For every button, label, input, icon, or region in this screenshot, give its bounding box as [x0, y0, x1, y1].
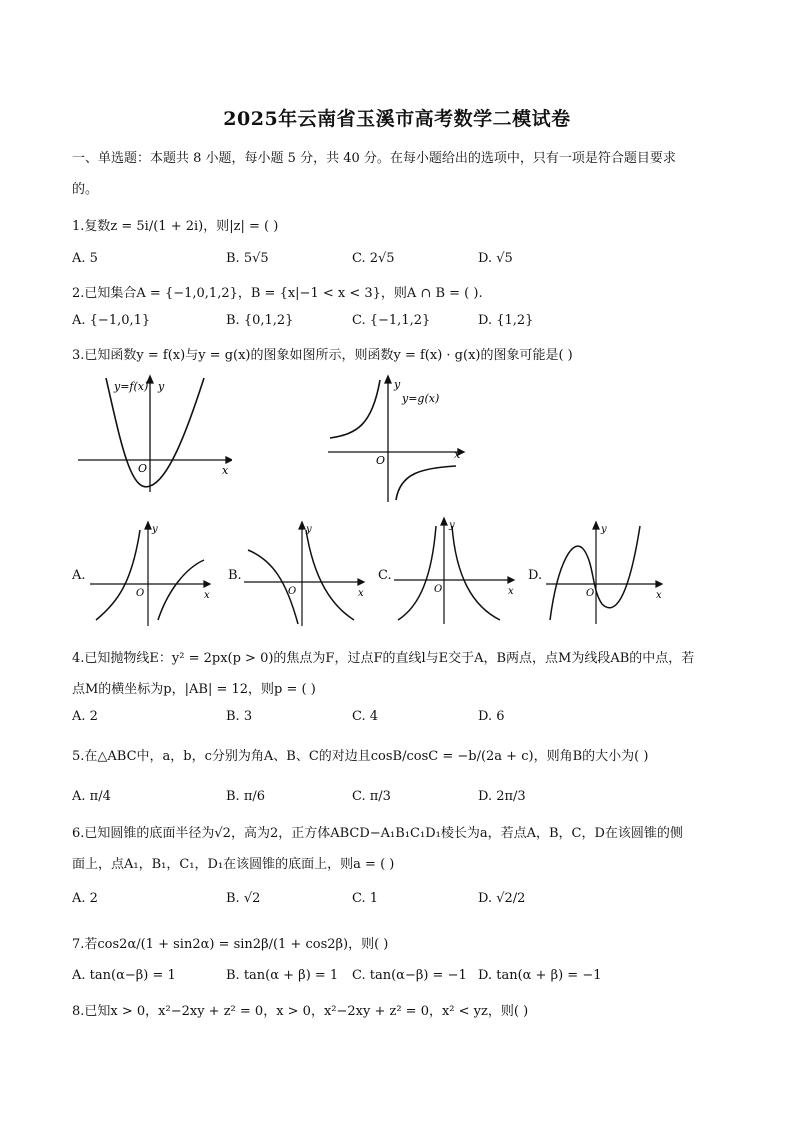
q3-option-a-label: A. [72, 568, 86, 583]
fx-label: y=f(x) [114, 380, 149, 393]
q7-option-b: B. tan(α + β) = 1 [226, 968, 339, 983]
q4-stem-line2: 点M的横坐标为p，|AB| = 12，则p = ( ) [72, 682, 316, 697]
svg-text:x: x [656, 590, 662, 601]
fx-origin: O [138, 462, 148, 475]
q5-option-a: A. π/4 [72, 789, 111, 804]
q3-option-d-label: D. [528, 568, 543, 583]
q6-stem-line2: 面上，点A₁，B₁，C₁，D₁在该圆锥的底面上，则a = ( ) [72, 857, 395, 872]
section-heading: 一、单选题：本题共 8 小题，每小题 5 分，共 40 分。在每小题给出的选项中，只有一项是符合题目要求 [72, 151, 676, 166]
q7-option-a: A. tan(α−β) = 1 [72, 968, 176, 983]
q3-option-b-graph [242, 520, 370, 628]
q3-option-a-graph [88, 520, 216, 628]
q7-option-c: C. tan(α−β) = −1 [352, 968, 467, 983]
gx-graph [326, 374, 468, 504]
q1-stem: 1.复数z = 5i/(1 + 2i)，则|z| = ( ) [72, 219, 279, 234]
section-heading-cont: 的。 [72, 182, 99, 197]
fx-y-label: y [158, 380, 165, 393]
q6-option-a: A. 2 [72, 891, 98, 906]
svg-text:y: y [306, 524, 312, 535]
q5-option-c: C. π/3 [352, 789, 391, 804]
gx-x-label: x [454, 448, 461, 461]
svg-text:x: x [358, 588, 364, 599]
svg-text:y: y [449, 520, 455, 531]
q4-option-b: B. 3 [226, 709, 253, 724]
fx-x-label: x [222, 464, 229, 477]
svg-text:O: O [288, 586, 297, 597]
q7-option-d: D. tan(α + β) = −1 [478, 968, 602, 983]
svg-text:x: x [508, 586, 514, 597]
q5-option-d: D. 2π/3 [478, 789, 526, 804]
q6-stem-line1: 6.已知圆锥的底面半径为√2，高为2，正方体ABCD−A₁B₁C₁D₁棱长为a，若点A，B，C，D在该圆锥的侧 [72, 826, 683, 841]
gx-label: y=g(x) [402, 392, 440, 405]
q1-option-d: D. √5 [478, 251, 513, 266]
svg-text:x: x [204, 590, 210, 601]
svg-text:O: O [586, 588, 595, 599]
q2-option-a: A. {−1,0,1} [72, 313, 151, 328]
q2-stem: 2.已知集合A = {−1,0,1,2}，B = {x|−1 < x < 3}，则A ∩ B = ( ). [72, 286, 483, 301]
gx-y-arrow [385, 376, 391, 383]
q6-option-d: D. √2/2 [478, 891, 526, 906]
q2-option-b: B. {0,1,2} [226, 313, 294, 328]
gx-y-label: y [394, 378, 401, 391]
gx-origin: O [376, 454, 386, 467]
q3-stem: 3.已知函数y = f(x)与y = g(x)的图象如图所示，则函数y = f(x) · g(x)的图象可能是( ) [72, 348, 573, 363]
page-title: 2025年云南省玉溪市高考数学二模试卷 [223, 108, 571, 130]
fx-graph [76, 374, 232, 494]
q4-option-c: C. 4 [352, 709, 379, 724]
svg-text:y: y [152, 524, 158, 535]
q3-option-c-graph [392, 516, 520, 628]
q4-stem-line1: 4.已知抛物线E：y² = 2px(p > 0)的焦点为F，过点F的直线l与E交于A，B两点，点M为线段AB的中点，若 [72, 651, 695, 666]
fx-x-arrow [226, 457, 232, 463]
q2-option-d: D. {1,2} [478, 313, 534, 328]
gx-curve-left [330, 380, 380, 438]
q5-stem: 5.在△ABC中，a，b，c分别为角A、B、C的对边且cosB/cosC = −b/(2a + c)，则角B的大小为( ) [72, 749, 649, 764]
q4-option-a: A. 2 [72, 709, 98, 724]
q8-stem: 8.已知x > 0，x²−2xy + z² = 0，x > 0，x²−2xy + z² = 0，x² < yz，则( ) [72, 1004, 529, 1019]
q5-option-b: B. π/6 [226, 789, 266, 804]
q3-option-c-label: C. [378, 568, 392, 583]
q3-option-b-label: B. [228, 568, 242, 583]
svg-text:O: O [434, 584, 443, 595]
q1-option-a: A. 5 [72, 251, 98, 266]
q2-option-c: C. {−1,1,2} [352, 313, 431, 328]
q6-option-b: B. √2 [226, 891, 261, 906]
svg-text:O: O [136, 588, 145, 599]
q1-option-b: B. 5√5 [226, 251, 269, 266]
svg-text:y: y [601, 524, 607, 535]
q3-option-d-graph [544, 520, 668, 626]
q7-stem: 7.若cos2α/(1 + sin2α) = sin2β/(1 + cos2β)，则( ) [72, 937, 389, 952]
gx-curve-right [396, 466, 456, 500]
q6-option-c: C. 1 [352, 891, 379, 906]
fx-curve [106, 378, 204, 487]
q1-option-c: C. 2√5 [352, 251, 395, 266]
q4-option-d: D. 6 [478, 709, 505, 724]
